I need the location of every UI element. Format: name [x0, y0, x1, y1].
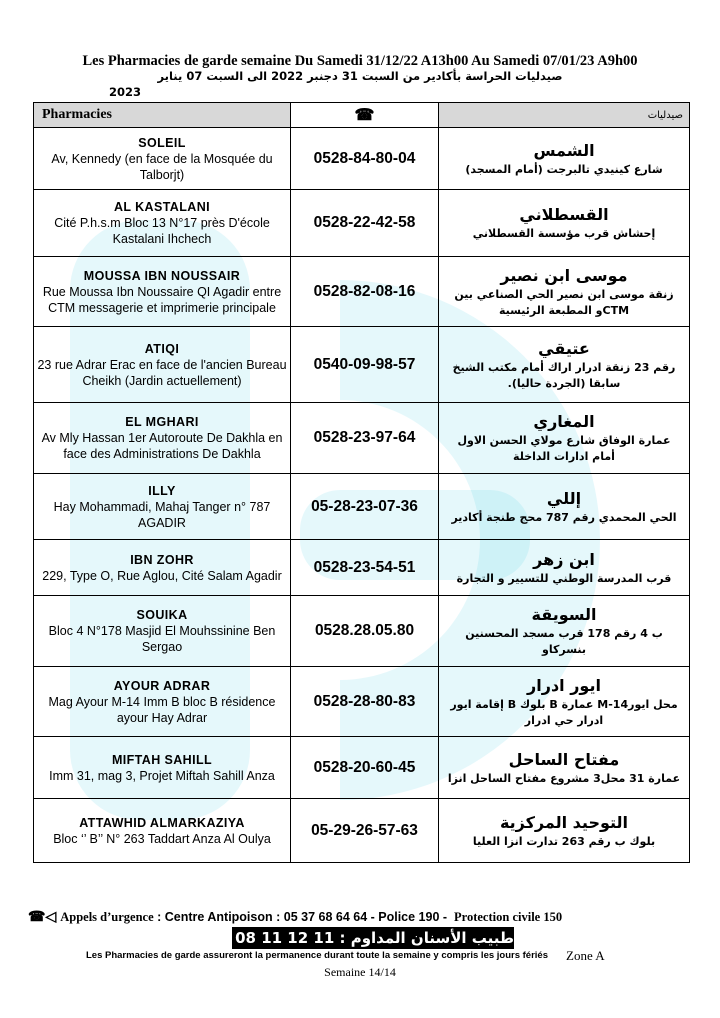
pharmacy-name-arabic: التوحيد المركزية — [499, 812, 629, 832]
table-row — [34, 257, 690, 327]
pharmacy-name: AL KASTALANI — [114, 200, 210, 214]
pharmacy-phone: 0528-82-08-16 — [291, 257, 439, 327]
pharmacy-arabic-cell — [439, 799, 690, 863]
pharmacy-address: Hay Mohammadi, Mahaj Tanger n° 787 AGADIR — [53, 499, 271, 530]
pharmacy-name: ATIQI — [144, 341, 180, 356]
pharmacy-arabic-cell — [439, 474, 690, 540]
table-row — [34, 737, 690, 799]
pharmacy-address: Cité P.h.s.m Bloc 13 N°17 près D'école Kastalani Ihchech — [54, 216, 270, 246]
pharmacy-name-arabic: ايور ادرار — [527, 675, 601, 695]
pharmacy-address: Bloc 4 N°178 Masjid El Mouhssinine Ben Sergao — [48, 624, 276, 654]
pharmacy-address-arabic: بلوك ب رقم 263 تدارت انزا العليا — [472, 834, 656, 848]
pharmacy-phone: 05-29-26-57-63 — [291, 799, 439, 863]
pharmacy-phone: 0540-09-98-57 — [291, 327, 439, 403]
table-header-row — [34, 103, 690, 128]
title-arabic-line2: 2023 — [108, 85, 141, 99]
pharmacy-address: Imm 31, mag 3, Projet Miftah Sahill Anza — [49, 768, 275, 783]
pharmacy-name-arabic: عتيقي — [538, 338, 590, 358]
pharmacy-address-arabic: زنقة موسى ابن نصير الحي الصناعي بين CTMو المطبعة الرئيسية — [454, 287, 674, 317]
title-arabic-line1: صيدليات الحراسة بأكادير من السبت 31 دجنبر 2022 الى السبت 07 يناير — [157, 69, 563, 83]
week-label: Semaine 14/14 — [324, 965, 396, 979]
table-row — [34, 667, 690, 737]
pharmacy-phone: 0528-23-54-51 — [291, 540, 439, 596]
pharmacy-address-arabic: شارع كينيدي تالبرجت (أمام المسجد) — [465, 162, 663, 176]
pharmacies-table — [33, 102, 690, 863]
title-arabic — [0, 68, 720, 100]
pharmacy-address-arabic: عمارة 31 محل3 مشروع مفتاح الساحل انزا — [447, 771, 681, 785]
pharmacy-name: SOLEIL — [138, 135, 186, 150]
telephone-icon: ☎◁ — [28, 908, 57, 924]
telephone-icon: ☎ — [354, 107, 375, 124]
pharmacy-arabic-cell — [439, 190, 690, 257]
pharmacy-address: Rue Moussa Ibn Noussaire QI Agadir entre CTM messagerie et imprimerie principale — [42, 284, 282, 315]
pharmacy-cell — [34, 667, 291, 737]
pharmacy-name-arabic: السويقة — [531, 605, 597, 624]
pharmacy-arabic-cell — [439, 596, 690, 667]
pharmacy-name: ATTAWHID ALMARKAZIYA — [79, 815, 245, 830]
dental-banner: طبيب الأسنان المداوم : 11 12 11 08 06 — [208, 929, 514, 947]
protection-text: Protection civile 150 — [454, 910, 563, 924]
pharmacy-cell — [34, 327, 291, 403]
pharmacy-name-arabic: الشمس — [533, 140, 595, 160]
table-row — [34, 403, 690, 474]
pharmacy-phone: 0528-28-80-83 — [291, 667, 439, 737]
pharmacy-arabic-cell — [439, 540, 690, 596]
pharmacy-arabic-cell — [439, 128, 690, 190]
pharmacy-cell — [34, 540, 291, 596]
pharmacy-address: Mag Ayour M-14 Imm B bloc B résidence ayour Hay Adrar — [48, 694, 276, 725]
pharmacy-address: Av Mly Hassan 1er Autoroute De Dakhla en face des Administrations De Dakhla — [41, 431, 283, 461]
pharmacy-phone: 0528-23-97-64 — [291, 403, 439, 474]
pharmacy-arabic-cell — [439, 257, 690, 327]
pharmacy-name: SOUIKA — [136, 608, 188, 622]
zone-label: Zone A — [566, 948, 605, 963]
pharmacy-address: Av, Kennedy (en face de la Mosquée du Talborjt) — [51, 151, 273, 182]
pharmacy-name-arabic: المغاري — [533, 412, 595, 431]
pharmacy-phone: 0528-84-80-04 — [291, 128, 439, 190]
pharmacy-name-arabic: القسطلاني — [519, 205, 609, 224]
antipoison-text: Centre Antipoison : 05 37 68 64 64 - Police 190 - — [164, 910, 448, 924]
pharmacy-address-arabic: إحشاش قرب مؤسسة القسطلاني — [472, 227, 656, 240]
title-french: Les Pharmacies de garde semaine Du Samedi 31/12/22 A13h00 Au Samedi 07/01/23 A9h00 — [82, 53, 638, 69]
pharmacy-phone: 0528.28.05.80 — [291, 596, 439, 667]
emergency-label: Appels d’urgence — [60, 910, 154, 924]
pharmacy-name-arabic: موسى ابن نصير — [500, 265, 628, 285]
pharmacy-address: 229, Type O, Rue Aglou, Cité Salam Agadir — [42, 568, 282, 583]
pharmacy-cell — [34, 190, 291, 257]
pharmacy-cell — [34, 737, 291, 799]
pharmacy-name: ILLY — [148, 483, 176, 498]
pharmacy-cell — [34, 596, 291, 667]
header-pharmacies: Pharmacies — [34, 103, 291, 128]
pharmacy-name-arabic: ابن زهر — [533, 549, 595, 569]
pharmacy-phone: 0528-20-60-45 — [291, 737, 439, 799]
pharmacy-phone: 0528-22-42-58 — [291, 190, 439, 257]
table-row — [34, 540, 690, 596]
pharmacy-arabic-cell — [439, 403, 690, 474]
pharmacy-address-arabic: محل ايورM-14 عمارة B بلوك B إقامة ايور ادرار حي ادرار — [450, 697, 678, 727]
header-phone — [291, 103, 439, 128]
table-row — [34, 596, 690, 667]
permanence-note: Les Pharmacies de garde assureront la permanence durant toute la semaine y compris les jours fériés — [86, 950, 548, 961]
pharmacy-arabic-cell — [439, 327, 690, 403]
emergency-sep: : — [157, 910, 162, 924]
pharmacy-phone: 05-28-23-07-36 — [291, 474, 439, 540]
pharmacy-name: IBN ZOHR — [130, 552, 194, 567]
pharmacy-name: EL MGHARI — [125, 415, 199, 429]
pharmacy-cell — [34, 799, 291, 863]
pharmacy-address-arabic: ب 4 رقم 178 قرب مسجد المحسنين بنسركاو — [465, 627, 663, 656]
pharmacy-address-arabic: عمارة الوفاق شارع مولاي الحسن الاول أمام ادارات الداخلة — [457, 434, 671, 463]
pharmacy-address-arabic: الحي المحمدي رقم 787 محج طنجة أكادير — [451, 510, 677, 524]
pharmacy-cell — [34, 403, 291, 474]
pharmacy-arabic-cell — [439, 667, 690, 737]
pharmacy-address-arabic: رقم 23 زنقة ادرار اراك أمام مكتب الشيخ سابقا (الجردة حاليا). — [452, 360, 676, 390]
table-row — [34, 128, 690, 190]
pharmacy-cell — [34, 128, 291, 190]
pharmacy-name: MIFTAH SAHILL — [111, 752, 213, 767]
pharmacy-address: 23 rue Adrar Erac en face de l'ancien Bureau Cheikh (Jardin actuellement) — [37, 357, 287, 388]
table-row — [34, 799, 690, 863]
emergency-line — [28, 908, 708, 925]
pharmacy-cell — [34, 474, 291, 540]
pharmacy-address: Bloc ‘’ B’’ N° 263 Taddart Anza Al Oulya — [53, 831, 271, 846]
header-arabic: صيدليات — [439, 103, 690, 128]
pharmacy-name-arabic: مفتاح الساحل — [508, 749, 620, 769]
pharmacy-cell — [34, 257, 291, 327]
pharmacy-name-arabic: إللي — [546, 488, 582, 508]
pharmacy-name: MOUSSA IBN NOUSSAIR — [83, 268, 241, 283]
table-row — [34, 474, 690, 540]
table-row — [34, 190, 690, 257]
pharmacy-name: AYOUR ADRAR — [113, 678, 211, 693]
pharmacy-arabic-cell — [439, 737, 690, 799]
pharmacy-address-arabic: قرب المدرسة الوطني للتسيير و التجارة — [456, 571, 672, 585]
table-row — [34, 327, 690, 403]
